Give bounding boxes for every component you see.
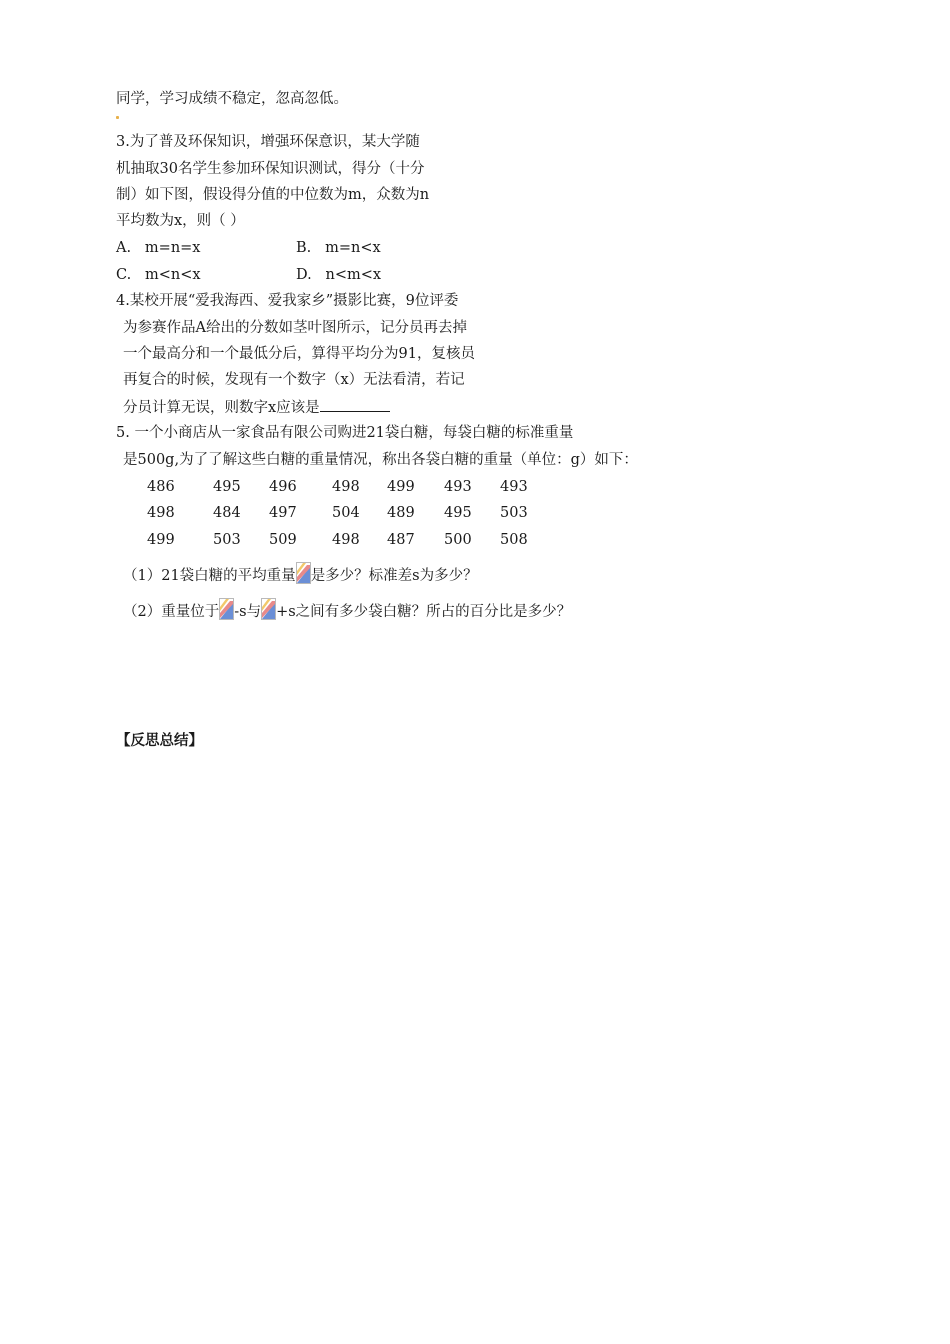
table-cell: 493 bbox=[500, 479, 528, 495]
option-text: m=n=x bbox=[144, 240, 201, 256]
table-cell: 487 bbox=[387, 532, 415, 548]
table-cell: 498 bbox=[332, 479, 360, 495]
table-cell: 498 bbox=[147, 505, 175, 521]
q3-option-b bbox=[296, 238, 381, 258]
table-cell: 484 bbox=[213, 505, 241, 521]
table-cell: 497 bbox=[269, 505, 297, 521]
q5-sub2 bbox=[123, 598, 571, 622]
sub1-post: 是多少？标准差s为多少？ bbox=[310, 568, 478, 584]
q4-line-3: 一个最高分和一个最低分后，算得平均分为91，复核员 bbox=[123, 346, 475, 362]
table-cell: 498 bbox=[332, 532, 360, 548]
q4-line-5 bbox=[123, 397, 390, 418]
table-cell: 499 bbox=[387, 479, 415, 495]
q3-option-c bbox=[116, 265, 201, 285]
q4-line-1: 4.某校开展“爱我海西、爱我家乡”摄影比赛，9位评委 bbox=[116, 293, 459, 309]
mean-symbol-image-icon bbox=[296, 562, 311, 584]
table-cell: 499 bbox=[147, 532, 175, 548]
table-cell: 495 bbox=[444, 505, 472, 521]
table-cell: 496 bbox=[269, 479, 297, 495]
q4-line-5-text: 分员计算无误，则数字x应该是 bbox=[123, 400, 320, 416]
marker-dot bbox=[116, 116, 119, 119]
table-cell: 508 bbox=[500, 532, 528, 548]
q4-line-2: 为参赛作品A给出的分数如茎叶图所示，记分员再去掉 bbox=[123, 320, 467, 336]
q5-sub1 bbox=[123, 562, 478, 586]
q3-line-3: 制）如下图，假设得分值的中位数为m，众数为n bbox=[116, 187, 430, 203]
table-cell: 486 bbox=[147, 479, 175, 495]
table-cell: 509 bbox=[269, 532, 297, 548]
q3-option-d bbox=[296, 265, 381, 285]
table-cell: 495 bbox=[213, 479, 241, 495]
reflection-title: 【反思总结】 bbox=[116, 732, 203, 749]
mean-symbol-image-icon bbox=[261, 598, 276, 620]
table-cell: 503 bbox=[213, 532, 241, 548]
q3-option-a bbox=[116, 238, 201, 258]
table-cell: 500 bbox=[444, 532, 472, 548]
q3-line-4: 平均数为x，则（ ） bbox=[116, 213, 245, 229]
table-cell: 504 bbox=[332, 505, 360, 521]
option-label: B. bbox=[296, 240, 312, 256]
option-text: m=n<x bbox=[325, 240, 381, 256]
option-label: A. bbox=[116, 240, 132, 256]
q5-line-1: 5. 一个小商店从一家食品有限公司购进21袋白糖，每袋白糖的标准重量 bbox=[116, 425, 574, 441]
sub2-mid1: -s与 bbox=[234, 604, 262, 620]
sub2-mid2: +s之间有多少袋白糖？所占的百分比是多少？ bbox=[276, 604, 572, 620]
table-cell: 503 bbox=[500, 505, 528, 521]
intro-line: 同学，学习成绩不稳定，忽高忽低。 bbox=[116, 91, 348, 107]
option-label: D. bbox=[296, 267, 312, 283]
q5-line-2: 是500g,为了了解这些白糖的重量情况，称出各袋白糖的重量（单位：g）如下： bbox=[123, 452, 638, 468]
q3-line-1: 3.为了普及环保知识，增强环保意识，某大学随 bbox=[116, 134, 420, 150]
sub1-pre: （1）21袋白糖的平均重量 bbox=[123, 568, 296, 584]
mean-symbol-image-icon bbox=[219, 598, 234, 620]
option-text: m<n<x bbox=[145, 267, 201, 283]
sub2-pre: （2）重量位于 bbox=[123, 604, 220, 620]
q3-line-2: 机抽取30名学生参加环保知识测试，得分（十分 bbox=[116, 161, 425, 177]
answer-blank bbox=[320, 397, 390, 412]
table-cell: 489 bbox=[387, 505, 415, 521]
option-label: C. bbox=[116, 267, 132, 283]
q4-line-4: 再复合的时候，发现有一个数字（x）无法看清，若记 bbox=[123, 372, 465, 388]
option-text: n<m<x bbox=[325, 267, 382, 283]
table-cell: 493 bbox=[444, 479, 472, 495]
